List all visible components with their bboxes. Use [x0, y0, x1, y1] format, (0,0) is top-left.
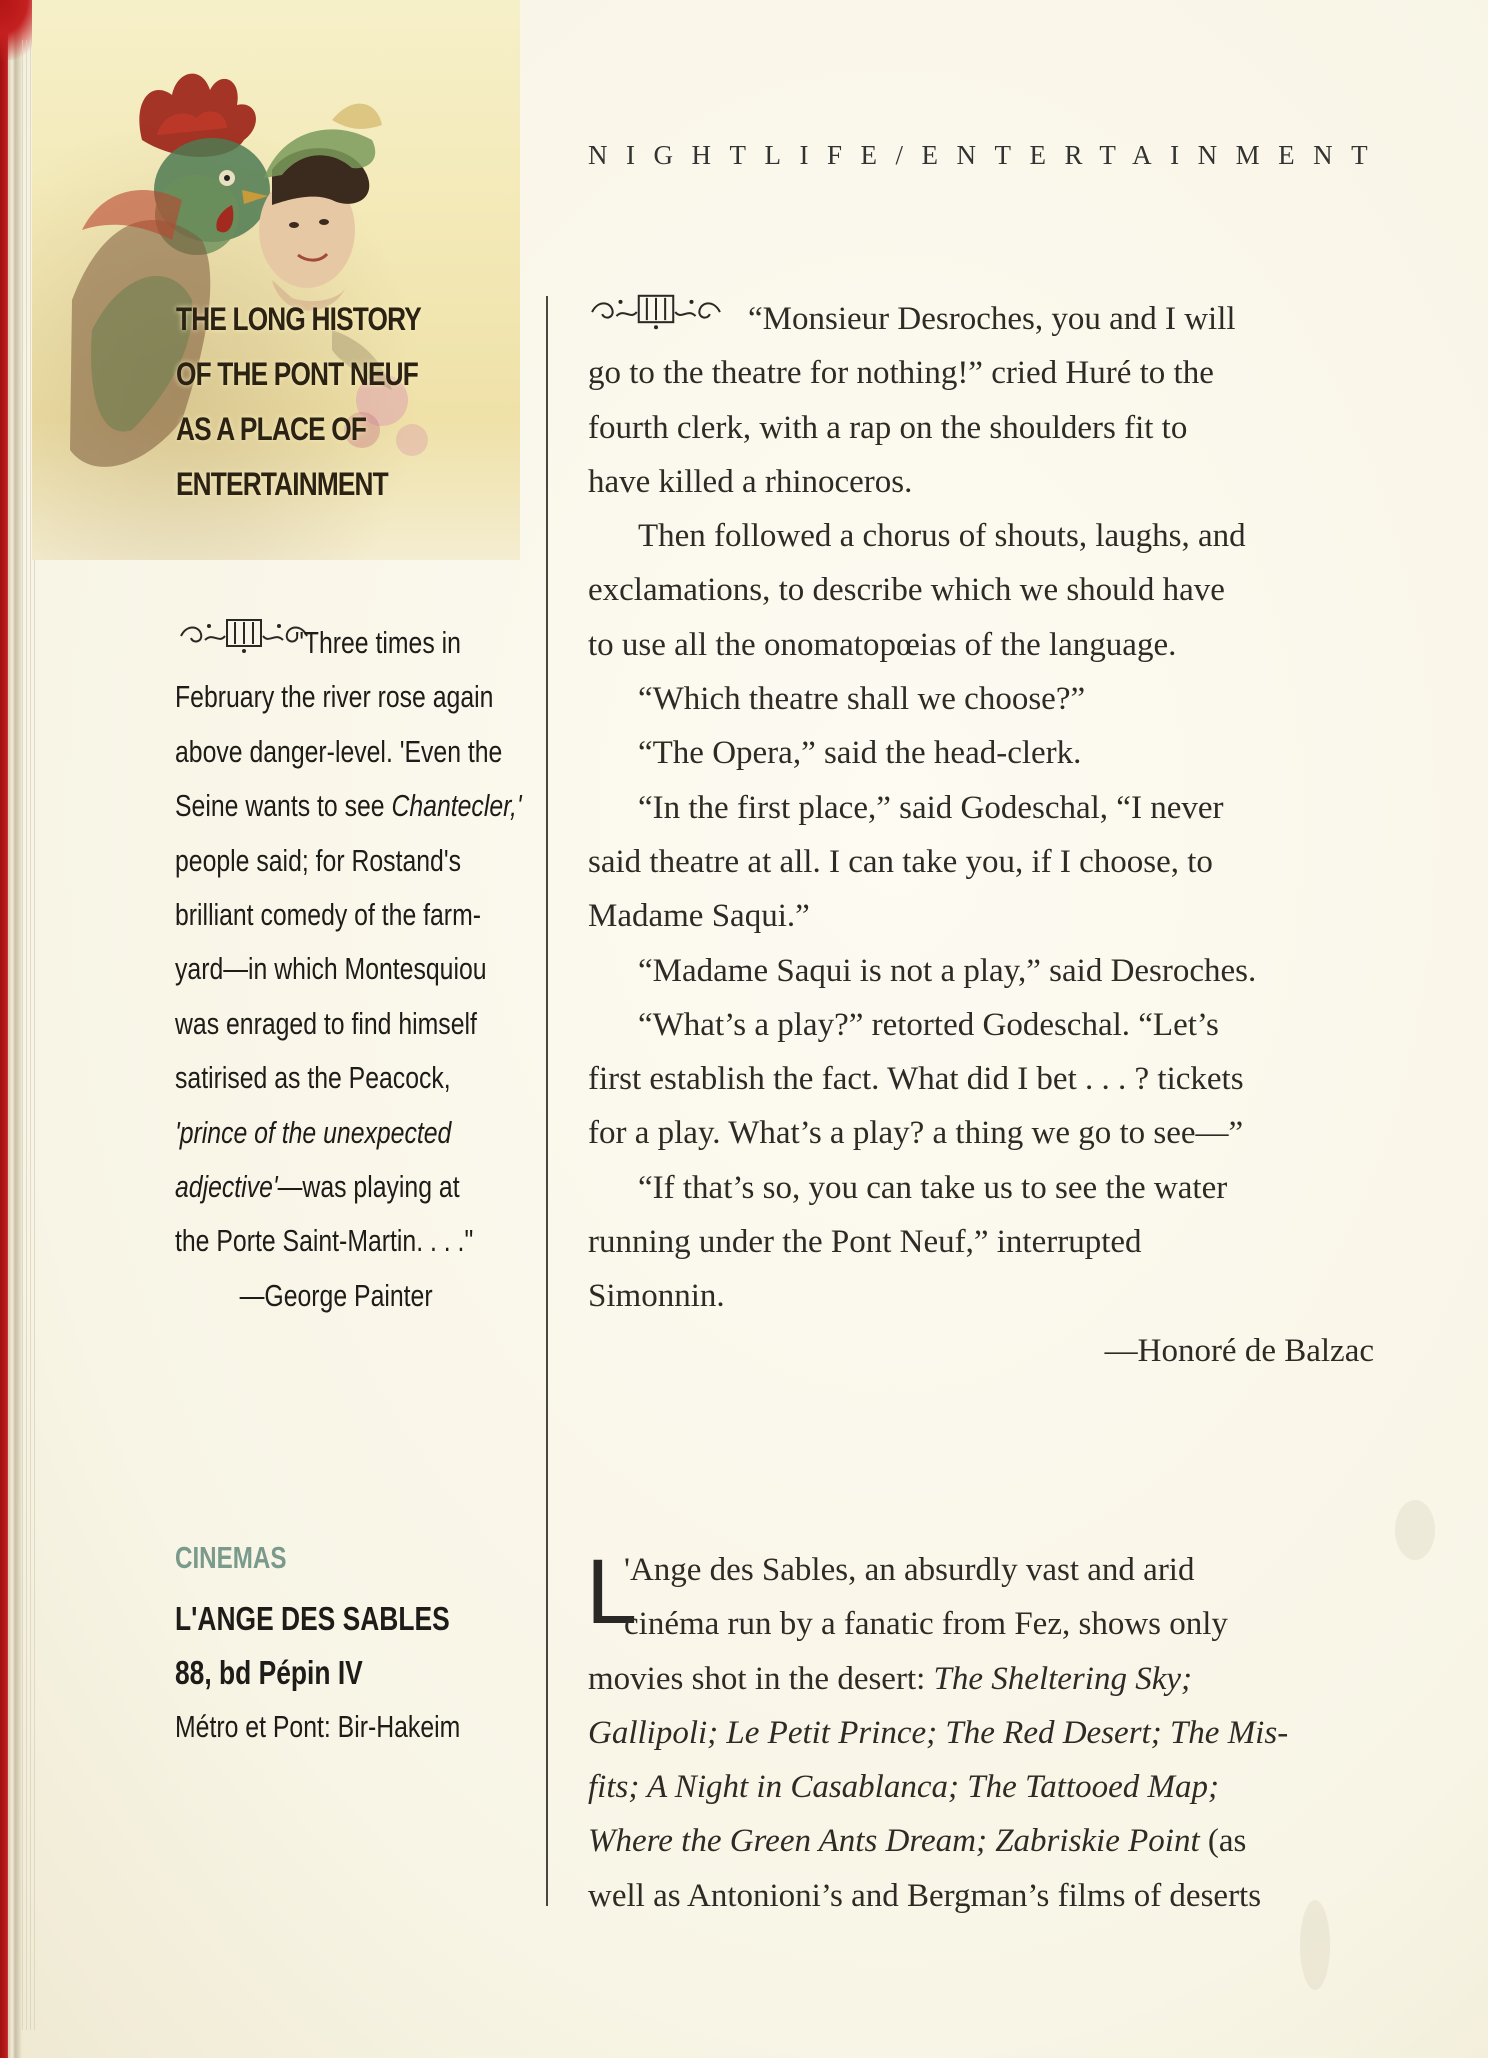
main-quote-line: “Monsieur Desroches, you and I will	[748, 301, 1236, 337]
main-quote-line: first establish the fact. What did I bet . . . ? tickets	[588, 1061, 1244, 1098]
sidebar-quote-line	[175, 779, 575, 833]
venue-address: 88, bd Pépin IV	[175, 1654, 363, 1691]
film-title: fits; A Night in Casablanca; The Tattooed Map;	[588, 1769, 1220, 1806]
illustration-panel	[32, 0, 520, 560]
main-quote-line: exclamations, to describe which we should have	[588, 572, 1225, 609]
venue-description	[588, 1543, 1388, 1923]
film-title: Where the Green Ants Dream; Zabriskie Point	[588, 1823, 1200, 1860]
body-line: cinéma run by a fanatic from Fez, shows only	[624, 1606, 1228, 1643]
body-text: (as	[1199, 1823, 1247, 1860]
sidebar-quote-italic: 'prince of the unexpected	[175, 1114, 452, 1150]
sidebar-quote	[175, 616, 575, 1323]
main-quote-line: fourth clerk, with a rap on the shoulders fit to	[588, 409, 1188, 446]
section-heading: CINEMAS	[175, 1540, 287, 1575]
sidebar-quote-line: satirised as the Peacock,	[175, 1060, 451, 1096]
illustration-title-line: THE LONG HISTORY	[176, 301, 421, 337]
film-title: Gallipoli; Le Petit Prince; The Red Desert; The Mis-	[588, 1714, 1289, 1751]
book-cover-edge	[0, 0, 22, 2058]
sidebar-quote-line	[175, 1106, 575, 1160]
venue-metro: Métro et Pont: Bir-Hakeim	[175, 1709, 461, 1744]
sidebar-quote-line: the Porte Saint-Martin. . . ."	[175, 1223, 474, 1259]
main-quote-line: have killed a rhinoceros.	[588, 463, 913, 500]
main-quote-line: Simonnin.	[588, 1278, 725, 1315]
illustration-title-line: OF THE PONT NEUF	[176, 356, 418, 392]
main-quote-line: Madame Saqui.”	[588, 898, 810, 935]
body-text: movies shot in the desert:	[588, 1660, 934, 1697]
main-quote-line: “Which theatre shall we choose?”	[638, 681, 1086, 718]
sidebar-quote-line: people said; for Rostand's	[175, 842, 461, 878]
venue-info	[175, 1592, 495, 1754]
sidebar-quote-line: February the river rose again	[175, 679, 494, 715]
body-line	[588, 1706, 1388, 1760]
body-line: well as Antonioni’s and Bergman’s films of deserts	[588, 1877, 1262, 1914]
paper-smudge	[1395, 1500, 1435, 1560]
sidebar-quote-text: —was playing at	[277, 1169, 460, 1205]
sidebar-quote-line: "Three times in	[295, 625, 461, 660]
paper-smudge	[1300, 1900, 1330, 1990]
sidebar-quote-line: was enraged to find himself	[175, 1005, 477, 1041]
sidebar-quote-line: above danger-level. 'Even the	[175, 733, 503, 769]
main-quote-line: Then followed a chorus of shouts, laughs, and	[638, 518, 1246, 555]
main-quote-line: “The Opera,” said the head-clerk.	[638, 735, 1082, 772]
body-line	[588, 1814, 1388, 1868]
main-quote-line: “In the first place,” said Godeschal, “I never	[638, 789, 1224, 826]
sidebar-quote-line: brilliant comedy of the farm-	[175, 897, 481, 933]
chantecler-title: Chantecler,'	[391, 788, 522, 824]
main-quote-line: running under the Pont Neuf,” interrupted	[588, 1224, 1142, 1261]
main-quote-attribution: —Honoré de Balzac	[1104, 1332, 1374, 1369]
illustration-title-line: AS A PLACE OF	[176, 411, 367, 447]
drop-cap: L	[586, 1541, 638, 1643]
illustration-title	[176, 292, 471, 512]
sidebar-quote-line: yard—in which Montesquiou	[175, 951, 487, 987]
main-quote-line: “What’s a play?” retorted Godeschal. “Let’s	[638, 1006, 1219, 1043]
main-quote-line: go to the theatre for nothing!” cried Huré to the	[588, 355, 1214, 392]
sidebar-quote-line	[175, 1160, 575, 1214]
main-quote-line: “Madame Saqui is not a play,” said Desroches.	[638, 952, 1257, 989]
sidebar-quote-italic: adjective'	[175, 1169, 278, 1205]
main-quote-line: for a play. What’s a play? a thing we go to see—”	[588, 1115, 1244, 1152]
venue-name: L'ANGE DES SABLES	[175, 1600, 450, 1637]
main-quote-line: to use all the onomatopœias of the language.	[588, 626, 1177, 663]
body-line: 'Ange des Sables, an absurdly vast and arid	[624, 1552, 1195, 1588]
illustration-title-line: ENTERTAINMENT	[176, 466, 388, 502]
film-title: The Sheltering Sky;	[933, 1660, 1192, 1697]
sidebar-quote-attribution: —George Painter	[239, 1277, 433, 1313]
body-line	[588, 1652, 1388, 1706]
column-divider	[546, 296, 548, 1906]
running-head: NIGHTLIFE/ENTERTAINMENT	[588, 140, 1387, 170]
body-line	[588, 1760, 1388, 1814]
main-quote-line: said theatre at all. I can take you, if I choose, to	[588, 843, 1213, 880]
sidebar-quote-text: Seine wants to see	[175, 788, 392, 824]
main-quote	[588, 292, 1388, 1378]
main-quote-line: “If that’s so, you can take us to see the water	[638, 1169, 1228, 1206]
